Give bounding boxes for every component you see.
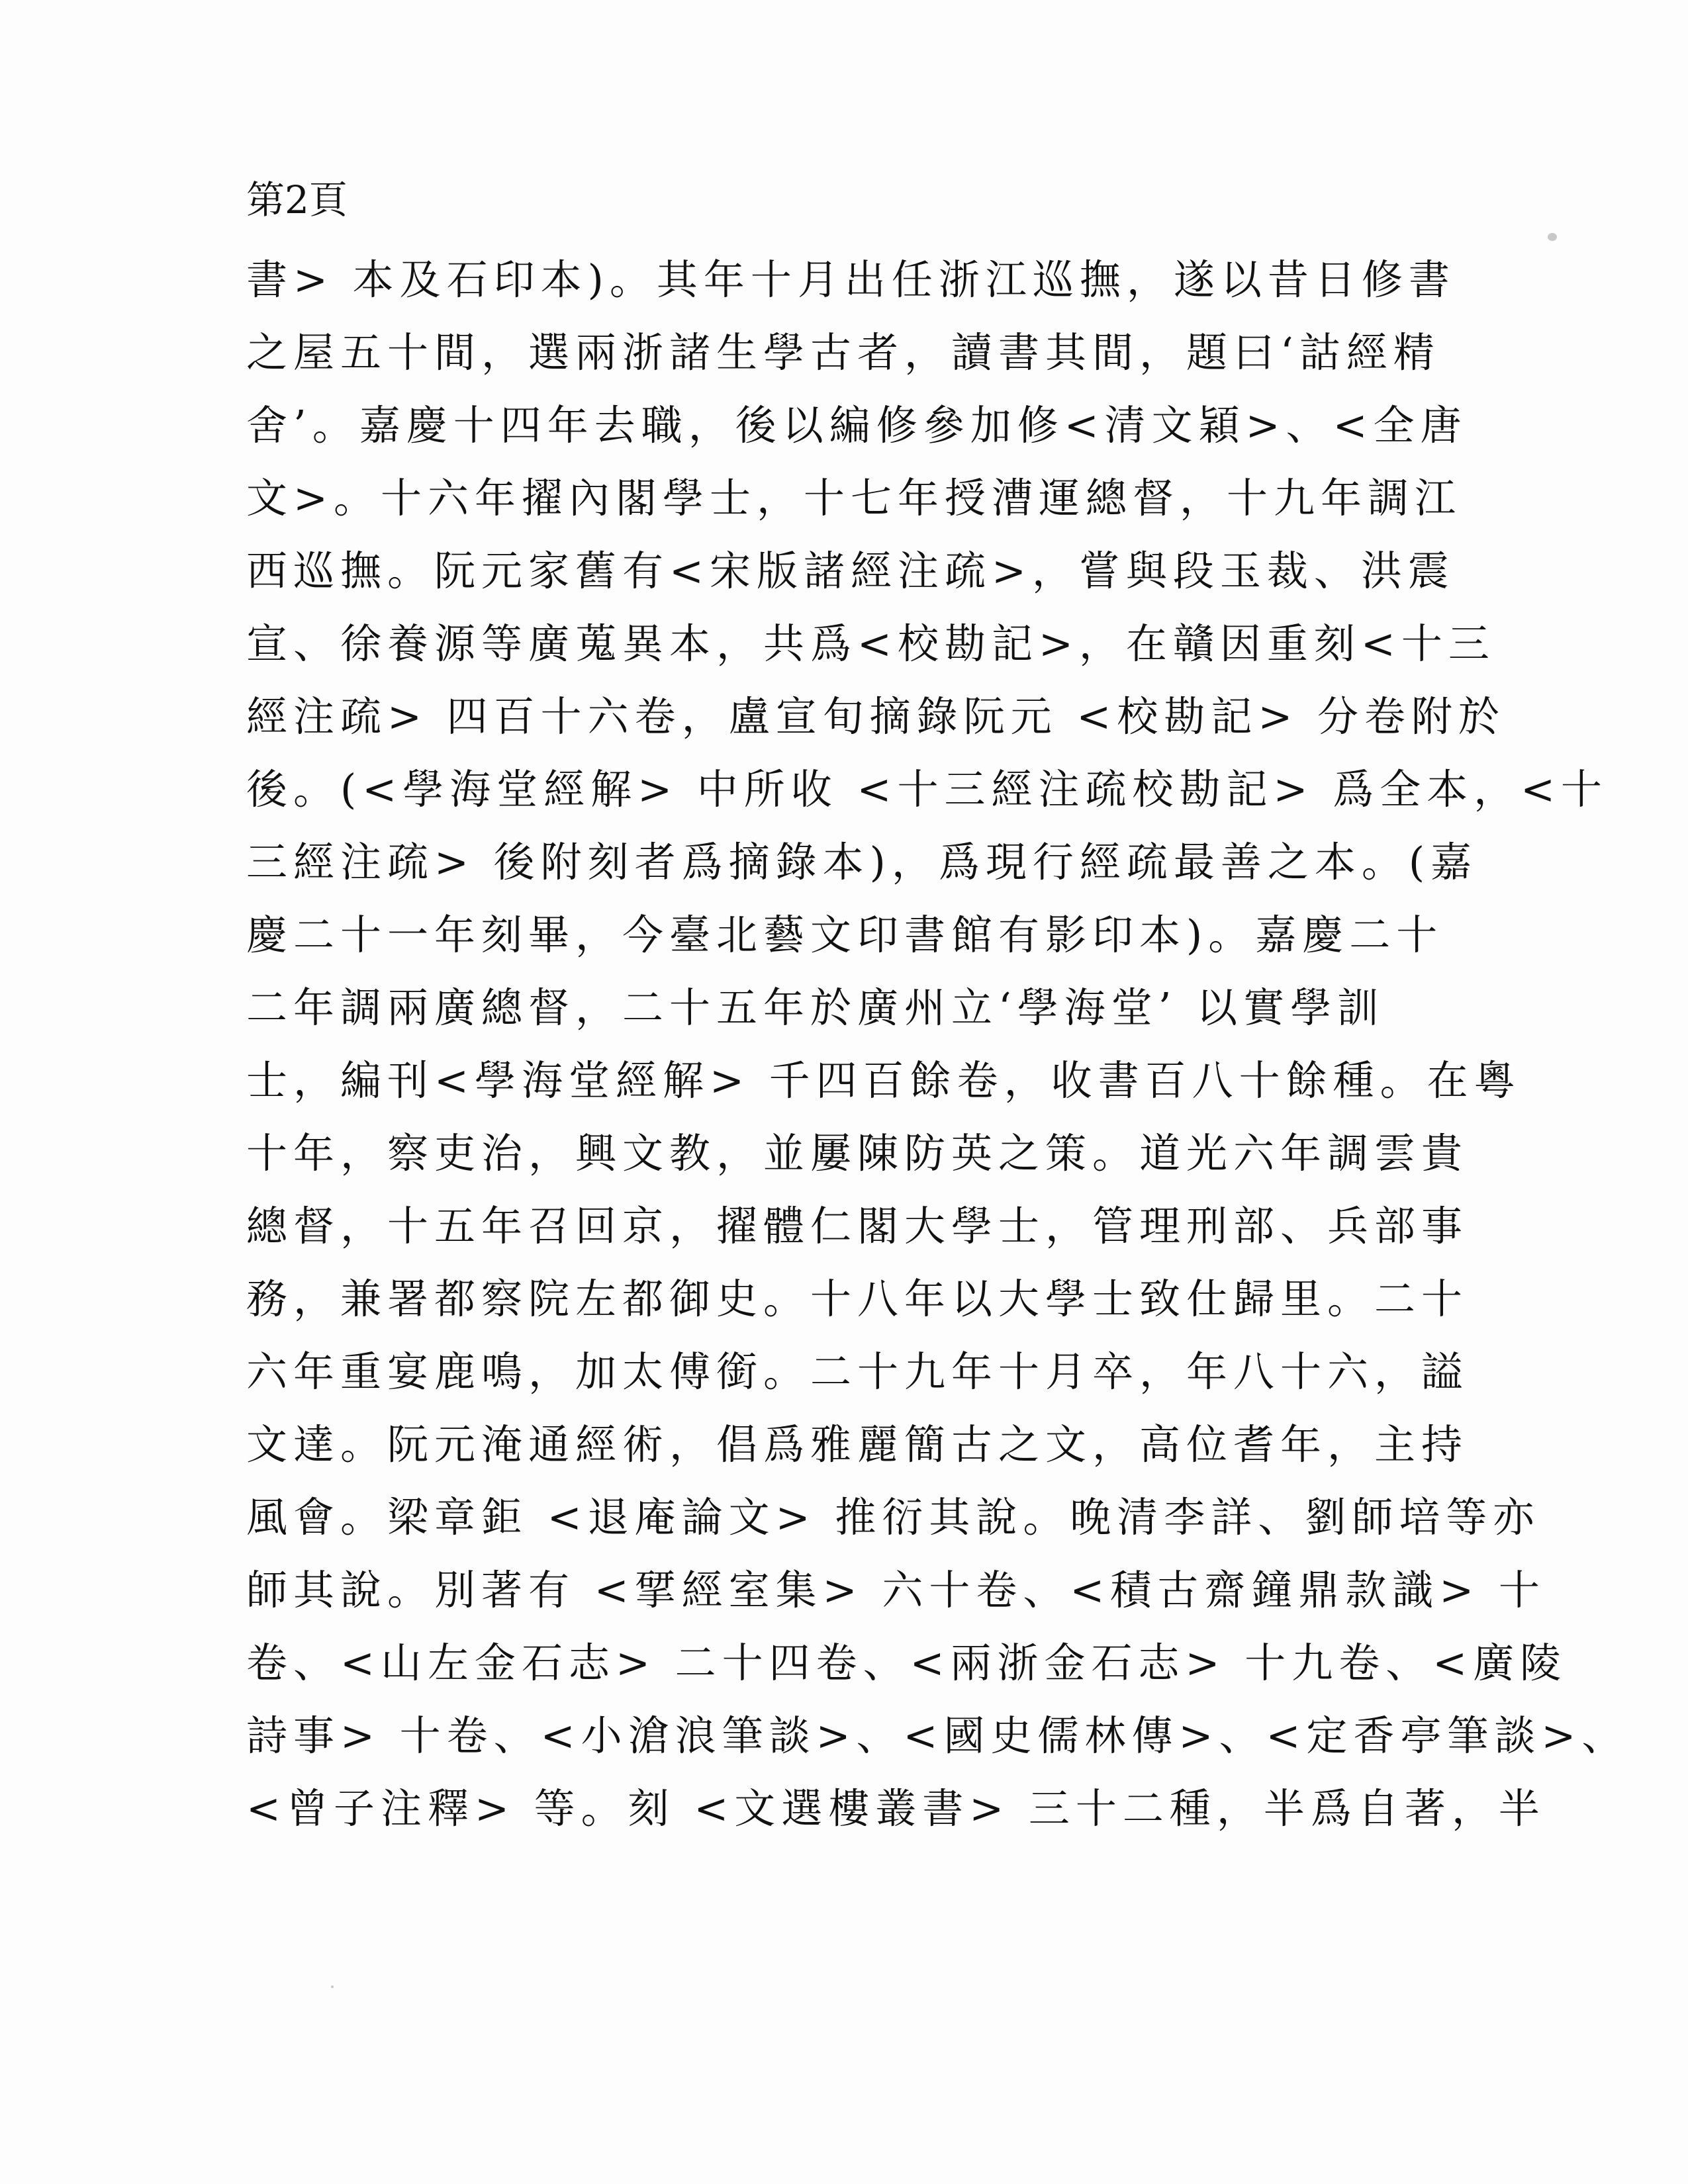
text-line: 總督，十五年召回京，擢體仁閣大學士，管理刑部、兵部事	[246, 1202, 1469, 1250]
text-line: 西巡撫。阮元家舊有<宋版諸經注疏>，嘗與段玉裁、洪震	[246, 547, 1455, 595]
text-line: <曾子注釋> 等。刻 <文選樓叢書> 三十二種，半爲自著，半	[246, 1784, 1546, 1833]
text-line: 風會。梁章鉅 <退庵論文> 推衍其說。晚清李詳、劉師培等亦	[246, 1493, 1540, 1541]
scan-speck	[1548, 233, 1557, 241]
text-line: 經注疏> 四百十六卷，盧宣旬摘錄阮元 <校勘記> 分卷附於	[246, 692, 1505, 741]
text-line: 文>。十六年擢內閣學士，十七年授漕運總督，十九年調江	[246, 474, 1462, 522]
text-line: 舍’。嘉慶十四年去職，後以編修參加修<清文穎>、<全唐	[246, 401, 1468, 449]
text-line: 文達。阮元淹通經術，倡爲雅麗簡古之文，高位耆年，主持	[246, 1420, 1469, 1469]
text-line: 詩事> 十卷、<小滄浪筆談>、<國史儒林傳>、<定香亭筆談>、	[246, 1711, 1629, 1760]
text-line: 慶二十一年刻畢，今臺北藝文印書館有影印本)。嘉慶二十	[246, 911, 1444, 959]
text-line: 書> 本及石印本)。其年十月出任浙江巡撫，遂以昔日修書	[246, 255, 1456, 304]
text-line: 三經注疏> 後附刻者爲摘錄本)，爲現行經疏最善之本。(嘉	[246, 838, 1478, 886]
page-number: 第2頁	[246, 177, 348, 222]
body-text	[246, 244, 1629, 1845]
text-line: 二年調兩廣總督，二十五年於廣州立‘學海堂’ 以實學訓	[246, 983, 1385, 1032]
scan-speck	[331, 1985, 334, 1988]
text-line: 士，編刊<學海堂經解> 千四百餘卷，收書百八十餘種。在粵	[246, 1056, 1521, 1105]
text-line: 之屋五十間，選兩浙諸生學古者，讀書其間，題曰‘詁經精	[246, 328, 1440, 377]
text-line: 卷、<山左金石志> 二十四卷、<兩浙金石志> 十九卷、<廣陵	[246, 1639, 1568, 1687]
text-line: 六年重宴鹿鳴，加太傅銜。二十九年十月卒，年八十六，謚	[246, 1347, 1469, 1396]
text-line: 師其說。別著有 <揅經室集> 六十卷、<積古齋鐘鼎款識> 十	[246, 1566, 1546, 1614]
text-line: 宣、徐養源等廣蒐異本，共爲<校勘記>，在贛因重刻<十三	[246, 619, 1495, 668]
text-line: 務，兼署都察院左都御史。十八年以大學士致仕歸里。二十	[246, 1275, 1469, 1323]
text-line: 後。(<學海堂經解> 中所收 <十三經注疏校勘記> 爲全本，<十	[246, 765, 1609, 813]
text-line: 十年，察吏治，興文教，並屢陳防英之策。道光六年調雲貴	[246, 1129, 1469, 1177]
